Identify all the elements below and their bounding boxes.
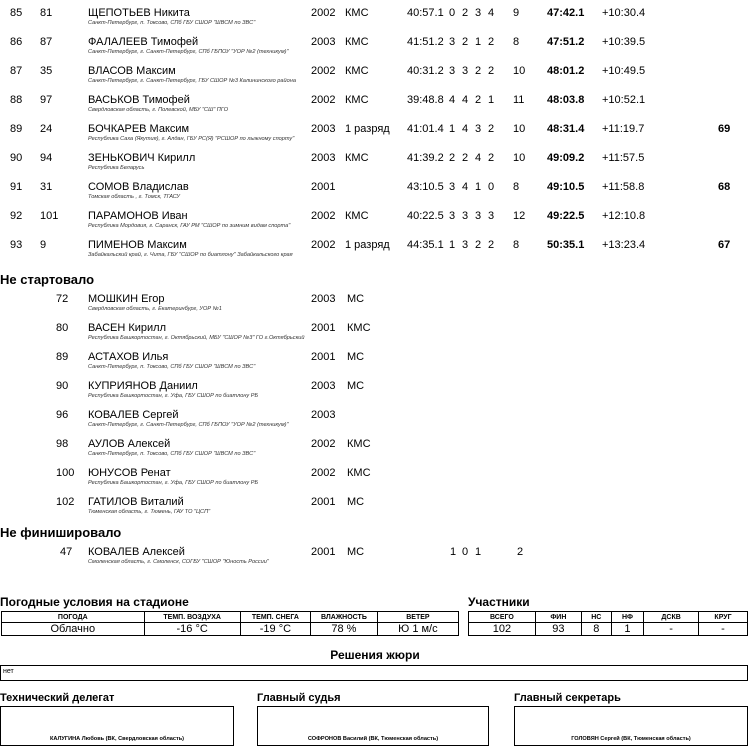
- result-time: 50:35.1: [547, 239, 585, 251]
- dns-title: Не стартовало: [0, 272, 95, 287]
- bib: 90: [56, 380, 69, 392]
- dns-row: [0, 292, 750, 321]
- birth-year: 2002: [311, 210, 336, 222]
- dnf-shot-1: 1: [450, 546, 457, 558]
- athlete-name: АСТАХОВ Илья: [88, 351, 169, 363]
- sport-rank: КМС: [347, 322, 371, 334]
- result-time: 49:10.5: [547, 181, 585, 193]
- jury-box: [0, 665, 748, 681]
- team-name: Республика Башкортостан, г. Уфа, ГБУ СШОР по биатлону РБ: [88, 480, 259, 486]
- participants-header: НС: [581, 612, 611, 623]
- dnf-row: [0, 545, 750, 574]
- athlete-name: АУЛОВ Алексей: [88, 438, 171, 450]
- time-behind: +11:19.7: [602, 123, 645, 135]
- birth-year: 2002: [311, 94, 336, 106]
- shooting-misses: 4: [462, 94, 469, 106]
- weather-value: Облачно: [2, 623, 145, 636]
- shooting-misses: 4: [462, 181, 469, 193]
- sport-rank: МС: [347, 380, 365, 392]
- total-misses: 9: [513, 7, 520, 19]
- weather-header: ТЕМП. СНЕГА: [240, 612, 310, 623]
- dns-row: [0, 350, 750, 379]
- total-misses: 8: [513, 36, 520, 48]
- result-time: 47:51.2: [547, 36, 585, 48]
- ski-time: 40:31.2: [407, 65, 444, 77]
- shooting-misses: 1: [449, 239, 456, 251]
- birth-year: 2003: [311, 380, 336, 392]
- result-row: [0, 6, 750, 35]
- shooting-misses: 3: [475, 210, 482, 222]
- time-behind: +10:30.4: [602, 7, 646, 19]
- bib: 35: [40, 65, 53, 77]
- participants-header: ФИН: [535, 612, 581, 623]
- participants-value: -: [644, 623, 699, 636]
- shooting-misses: 2: [475, 65, 482, 77]
- sport-rank: 1 разряд: [345, 239, 390, 251]
- bib: 81: [40, 7, 53, 19]
- sport-rank: МС: [347, 351, 365, 363]
- birth-year: 2001: [311, 322, 336, 334]
- team-name: Свердловская область, г. Екатеринбург, УОР №1: [88, 306, 222, 312]
- shooting-misses: 2: [462, 152, 469, 164]
- bib: 80: [56, 322, 69, 334]
- official-box: [257, 706, 489, 746]
- shooting-misses: 2: [462, 36, 469, 48]
- bib: 100: [56, 467, 75, 479]
- result-time: 48:01.2: [547, 65, 585, 77]
- participants-header: ВСЕГО: [469, 612, 536, 623]
- participants-table: [468, 611, 748, 636]
- official-role: Технический делегат: [0, 692, 115, 704]
- team-name: Республика Беларусь: [88, 165, 145, 171]
- bib: 98: [56, 438, 69, 450]
- team-name: Свердловская область, г. Полевской, МБУ "СШ" ПГО: [88, 107, 229, 113]
- total-misses: 10: [513, 65, 526, 77]
- shooting-misses: 2: [488, 36, 495, 48]
- time-behind: +11:57.5: [602, 152, 645, 164]
- birth-year: 2002: [311, 7, 336, 19]
- shooting-misses: 2: [475, 239, 482, 251]
- shooting-misses: 3: [449, 65, 456, 77]
- result-row: [0, 180, 750, 209]
- place: 86: [10, 36, 23, 48]
- bib: 87: [40, 36, 53, 48]
- weather-header: ПОГОДА: [2, 612, 145, 623]
- shooting-misses: 3: [488, 210, 495, 222]
- bib: 97: [40, 94, 53, 106]
- sport-rank: КМС: [347, 467, 371, 479]
- team-name: Санкт-Петербург, г. Санкт-Петербург, СПб ГБПОУ "УОР №2 (техникум)": [88, 422, 289, 428]
- athlete-name: ЮНУСОВ Ренат: [88, 467, 171, 479]
- dnf-shot-3: 1: [475, 546, 482, 558]
- official-box: [0, 706, 234, 746]
- athlete-name: ВАСЕН Кирилл: [88, 322, 166, 334]
- athlete-name: ЗЕНЬКОВИЧ Кирилл: [88, 152, 196, 164]
- bib: 24: [40, 123, 53, 135]
- points: 69: [718, 123, 731, 135]
- participants-header: НФ: [611, 612, 643, 623]
- shooting-misses: 4: [462, 123, 469, 135]
- place: 92: [10, 210, 23, 222]
- sport-rank: 1 разряд: [345, 123, 390, 135]
- shooting-misses: 1: [488, 94, 495, 106]
- result-row: [0, 35, 750, 64]
- team-name: Республика Мордовия, г. Саранск, ГАУ РМ "СШОР по зимним видам спорта": [88, 223, 291, 229]
- athlete-name: ВАСЬКОВ Тимофей: [88, 94, 190, 106]
- shooting-misses: 2: [449, 152, 456, 164]
- birth-year: 2002: [311, 239, 336, 251]
- participants-value: 102: [469, 623, 536, 636]
- result-time: 49:09.2: [547, 152, 585, 164]
- ski-time: 43:10.5: [407, 181, 444, 193]
- result-row: [0, 64, 750, 93]
- bib: 72: [56, 293, 69, 305]
- athlete-name: КОВАЛЕВ Сергей: [88, 409, 179, 421]
- shooting-misses: 4: [475, 152, 482, 164]
- shooting-misses: 3: [475, 123, 482, 135]
- total-misses: 10: [513, 152, 526, 164]
- time-behind: +10:49.5: [602, 65, 646, 77]
- weather-value: Ю 1 м/с: [377, 623, 458, 636]
- points: 68: [718, 181, 731, 193]
- weather-header: ВЕТЕР: [377, 612, 458, 623]
- shooting-misses: 3: [449, 36, 456, 48]
- birth-year: 2001: [311, 181, 336, 193]
- shooting-misses: 2: [488, 239, 495, 251]
- result-time: 48:31.4: [547, 123, 585, 135]
- athlete-name: МОШКИН Егор: [88, 293, 165, 305]
- shooting-misses: 4: [488, 7, 495, 19]
- dnf-rank: МС: [347, 546, 365, 558]
- bib: 9: [40, 239, 47, 251]
- dnf-misses: 2: [517, 546, 524, 558]
- result-time: 47:42.1: [547, 7, 585, 19]
- time-behind: +11:58.8: [602, 181, 645, 193]
- result-row: [0, 151, 750, 180]
- shooting-misses: 3: [462, 210, 469, 222]
- shooting-misses: 3: [475, 7, 482, 19]
- result-row: [0, 209, 750, 238]
- place: 93: [10, 239, 23, 251]
- athlete-name: ПИМЕНОВ Максим: [88, 239, 187, 251]
- sport-rank: КМС: [345, 152, 369, 164]
- dnf-year: 2001: [311, 546, 336, 558]
- ski-time: 41:01.4: [407, 123, 444, 135]
- dns-row: [0, 437, 750, 466]
- jury-title: Решения жюри: [330, 648, 420, 662]
- official-box: [514, 706, 748, 746]
- official-role: Главный секретарь: [514, 692, 621, 704]
- place: 90: [10, 152, 23, 164]
- participants-header: КРУГ: [699, 612, 748, 623]
- sport-rank: КМС: [345, 7, 369, 19]
- dnf-name: КОВАЛЕВ Алексей: [88, 546, 185, 558]
- birth-year: 2003: [311, 123, 336, 135]
- birth-year: 2001: [311, 496, 336, 508]
- dns-row: [0, 408, 750, 437]
- ski-time: 44:35.1: [407, 239, 444, 251]
- shooting-misses: 4: [449, 94, 456, 106]
- team-name: Санкт-Петербург, п. Токсово, СПб ГБУ СШОР "ШВСМ по ЗВС": [88, 451, 256, 457]
- weather-value: 78 %: [311, 623, 378, 636]
- team-name: Санкт-Петербург, г. Санкт-Петербург, СПб ГБПОУ "УОР №2 (техникум)": [88, 49, 289, 55]
- place: 88: [10, 94, 23, 106]
- place: 91: [10, 181, 23, 193]
- athlete-name: БОЧКАРЕВ Максим: [88, 123, 190, 135]
- athlete-name: ПАРАМОНОВ Иван: [88, 210, 188, 222]
- team-name: Томская область , г. Томск, ТГАСУ: [88, 194, 180, 200]
- dnf-bib: 47: [60, 546, 73, 558]
- bib: 89: [56, 351, 69, 363]
- official-name: КАЛУГИНА Любовь (ВК, Свердловская область): [49, 736, 185, 742]
- time-behind: +12:10.8: [602, 210, 646, 222]
- total-misses: 12: [513, 210, 526, 222]
- shooting-misses: 3: [462, 239, 469, 251]
- official-name: СОФРОНОВ Василий (ВК, Тюменская область): [307, 736, 439, 742]
- weather-title: Погодные условия на стадионе: [0, 595, 189, 609]
- participants-value: -: [699, 623, 748, 636]
- time-behind: +13:23.4: [602, 239, 646, 251]
- bib: 31: [40, 181, 53, 193]
- sport-rank: КМС: [347, 438, 371, 450]
- shooting-misses: 1: [475, 36, 482, 48]
- total-misses: 8: [513, 181, 520, 193]
- team-name: Санкт-Петербург, г. Санкт-Петербург, ГБУ СШОР №3 Калининского района: [88, 78, 296, 84]
- shooting-misses: 3: [449, 210, 456, 222]
- time-behind: +10:52.1: [602, 94, 646, 106]
- athlete-name: ЩЕПОТЬЕВ Никита: [88, 7, 190, 19]
- team-name: Республика Саха (Якутия), г. Алдан, ГБУ РС(Я) "РСШОР по лыжному спорту": [88, 136, 295, 142]
- total-misses: 10: [513, 123, 526, 135]
- birth-year: 2002: [311, 438, 336, 450]
- sport-rank: КМС: [345, 65, 369, 77]
- place: 85: [10, 7, 23, 19]
- shooting-misses: 0: [449, 7, 456, 19]
- place: 87: [10, 65, 23, 77]
- team-name: Республика Башкортостан, г. Октябрьский, МБУ "СШОР №3" ГО г.Октябрьский: [88, 335, 305, 341]
- sport-rank: КМС: [345, 210, 369, 222]
- shooting-misses: 3: [449, 181, 456, 193]
- shooting-misses: 0: [488, 181, 495, 193]
- sport-rank: МС: [347, 496, 365, 508]
- total-misses: 11: [513, 94, 525, 106]
- official-name: ГОЛОВЯН Сергей (ВК, Тюменская область): [571, 736, 691, 742]
- birth-year: 2001: [311, 351, 336, 363]
- ski-time: 39:48.8: [407, 94, 444, 106]
- weather-value: -16 °C: [144, 623, 240, 636]
- jury-text: нет: [3, 668, 14, 675]
- shooting-misses: 1: [449, 123, 456, 135]
- weather-header: ТЕМП. ВОЗДУХА: [144, 612, 240, 623]
- dns-row: [0, 321, 750, 350]
- athlete-name: ВЛАСОВ Максим: [88, 65, 176, 77]
- participants-title: Участники: [468, 595, 530, 609]
- shooting-misses: 1: [475, 181, 482, 193]
- result-time: 49:22.5: [547, 210, 585, 222]
- shooting-misses: 2: [488, 152, 495, 164]
- athlete-name: ГАТИЛОВ Виталий: [88, 496, 184, 508]
- dns-row: [0, 466, 750, 495]
- birth-year: 2003: [311, 293, 336, 305]
- result-row: [0, 93, 750, 122]
- team-name: Санкт-Петербург, п. Токсово, СПб ГБУ СШОР "ШВСМ по ЗВС": [88, 364, 256, 370]
- birth-year: 2002: [311, 467, 336, 479]
- dnf-title: Не финишировало: [0, 525, 122, 540]
- ski-time: 40:57.1: [407, 7, 444, 19]
- team-name: Тюменская область, г. Тюмень, ГАУ ТО "ЦСП": [88, 509, 211, 515]
- sport-rank: КМС: [345, 36, 369, 48]
- dnf-shot-2: 0: [462, 546, 469, 558]
- bib: 102: [56, 496, 75, 508]
- total-misses: 8: [513, 239, 520, 251]
- participants-header: ДСКВ: [644, 612, 699, 623]
- result-time: 48:03.8: [547, 94, 585, 106]
- result-row: [0, 238, 750, 267]
- sport-rank: КМС: [345, 94, 369, 106]
- team-name: Санкт-Петербург, п. Токсово, СПб ГБУ СШОР "ШВСМ по ЗВС": [88, 20, 256, 26]
- shooting-misses: 2: [475, 94, 482, 106]
- weather-value: -19 °C: [240, 623, 310, 636]
- athlete-name: СОМОВ Владислав: [88, 181, 189, 193]
- sport-rank: МС: [347, 293, 365, 305]
- ski-time: 41:51.2: [407, 36, 444, 48]
- weather-header: ВЛАЖНОСТЬ: [311, 612, 378, 623]
- bib: 96: [56, 409, 69, 421]
- ski-time: 41:39.2: [407, 152, 444, 164]
- participants-value: 8: [581, 623, 611, 636]
- birth-year: 2003: [311, 36, 336, 48]
- athlete-name: КУПРИЯНОВ Даниил: [88, 380, 198, 392]
- ski-time: 40:22.5: [407, 210, 444, 222]
- result-row: [0, 122, 750, 151]
- participants-value: 1: [611, 623, 643, 636]
- participants-value: 93: [535, 623, 581, 636]
- shooting-misses: 2: [488, 123, 495, 135]
- shooting-misses: 2: [462, 7, 469, 19]
- official-role: Главный судья: [257, 692, 341, 704]
- team-name: Республика Башкортостан, г. Уфа, ГБУ СШОР по биатлону РБ: [88, 393, 259, 399]
- shooting-misses: 2: [488, 65, 495, 77]
- place: 89: [10, 123, 23, 135]
- dnf-team: Смоленская область, г. Смоленск, СОГБУ "СШОР "Юность России": [88, 559, 269, 565]
- bib: 101: [40, 210, 59, 222]
- points: 67: [718, 239, 731, 251]
- weather-table: [1, 611, 459, 636]
- time-behind: +10:39.5: [602, 36, 646, 48]
- dns-row: [0, 379, 750, 408]
- birth-year: 2003: [311, 152, 336, 164]
- bib: 94: [40, 152, 53, 164]
- birth-year: 2003: [311, 409, 336, 421]
- athlete-name: ФАЛАЛЕЕВ Тимофей: [88, 36, 199, 48]
- team-name: Забайкальский край, г. Чита, ГБУ "СШОР по биатлону" Забайкальского края: [88, 252, 293, 258]
- shooting-misses: 3: [462, 65, 469, 77]
- birth-year: 2002: [311, 65, 336, 77]
- dns-row: [0, 495, 750, 524]
